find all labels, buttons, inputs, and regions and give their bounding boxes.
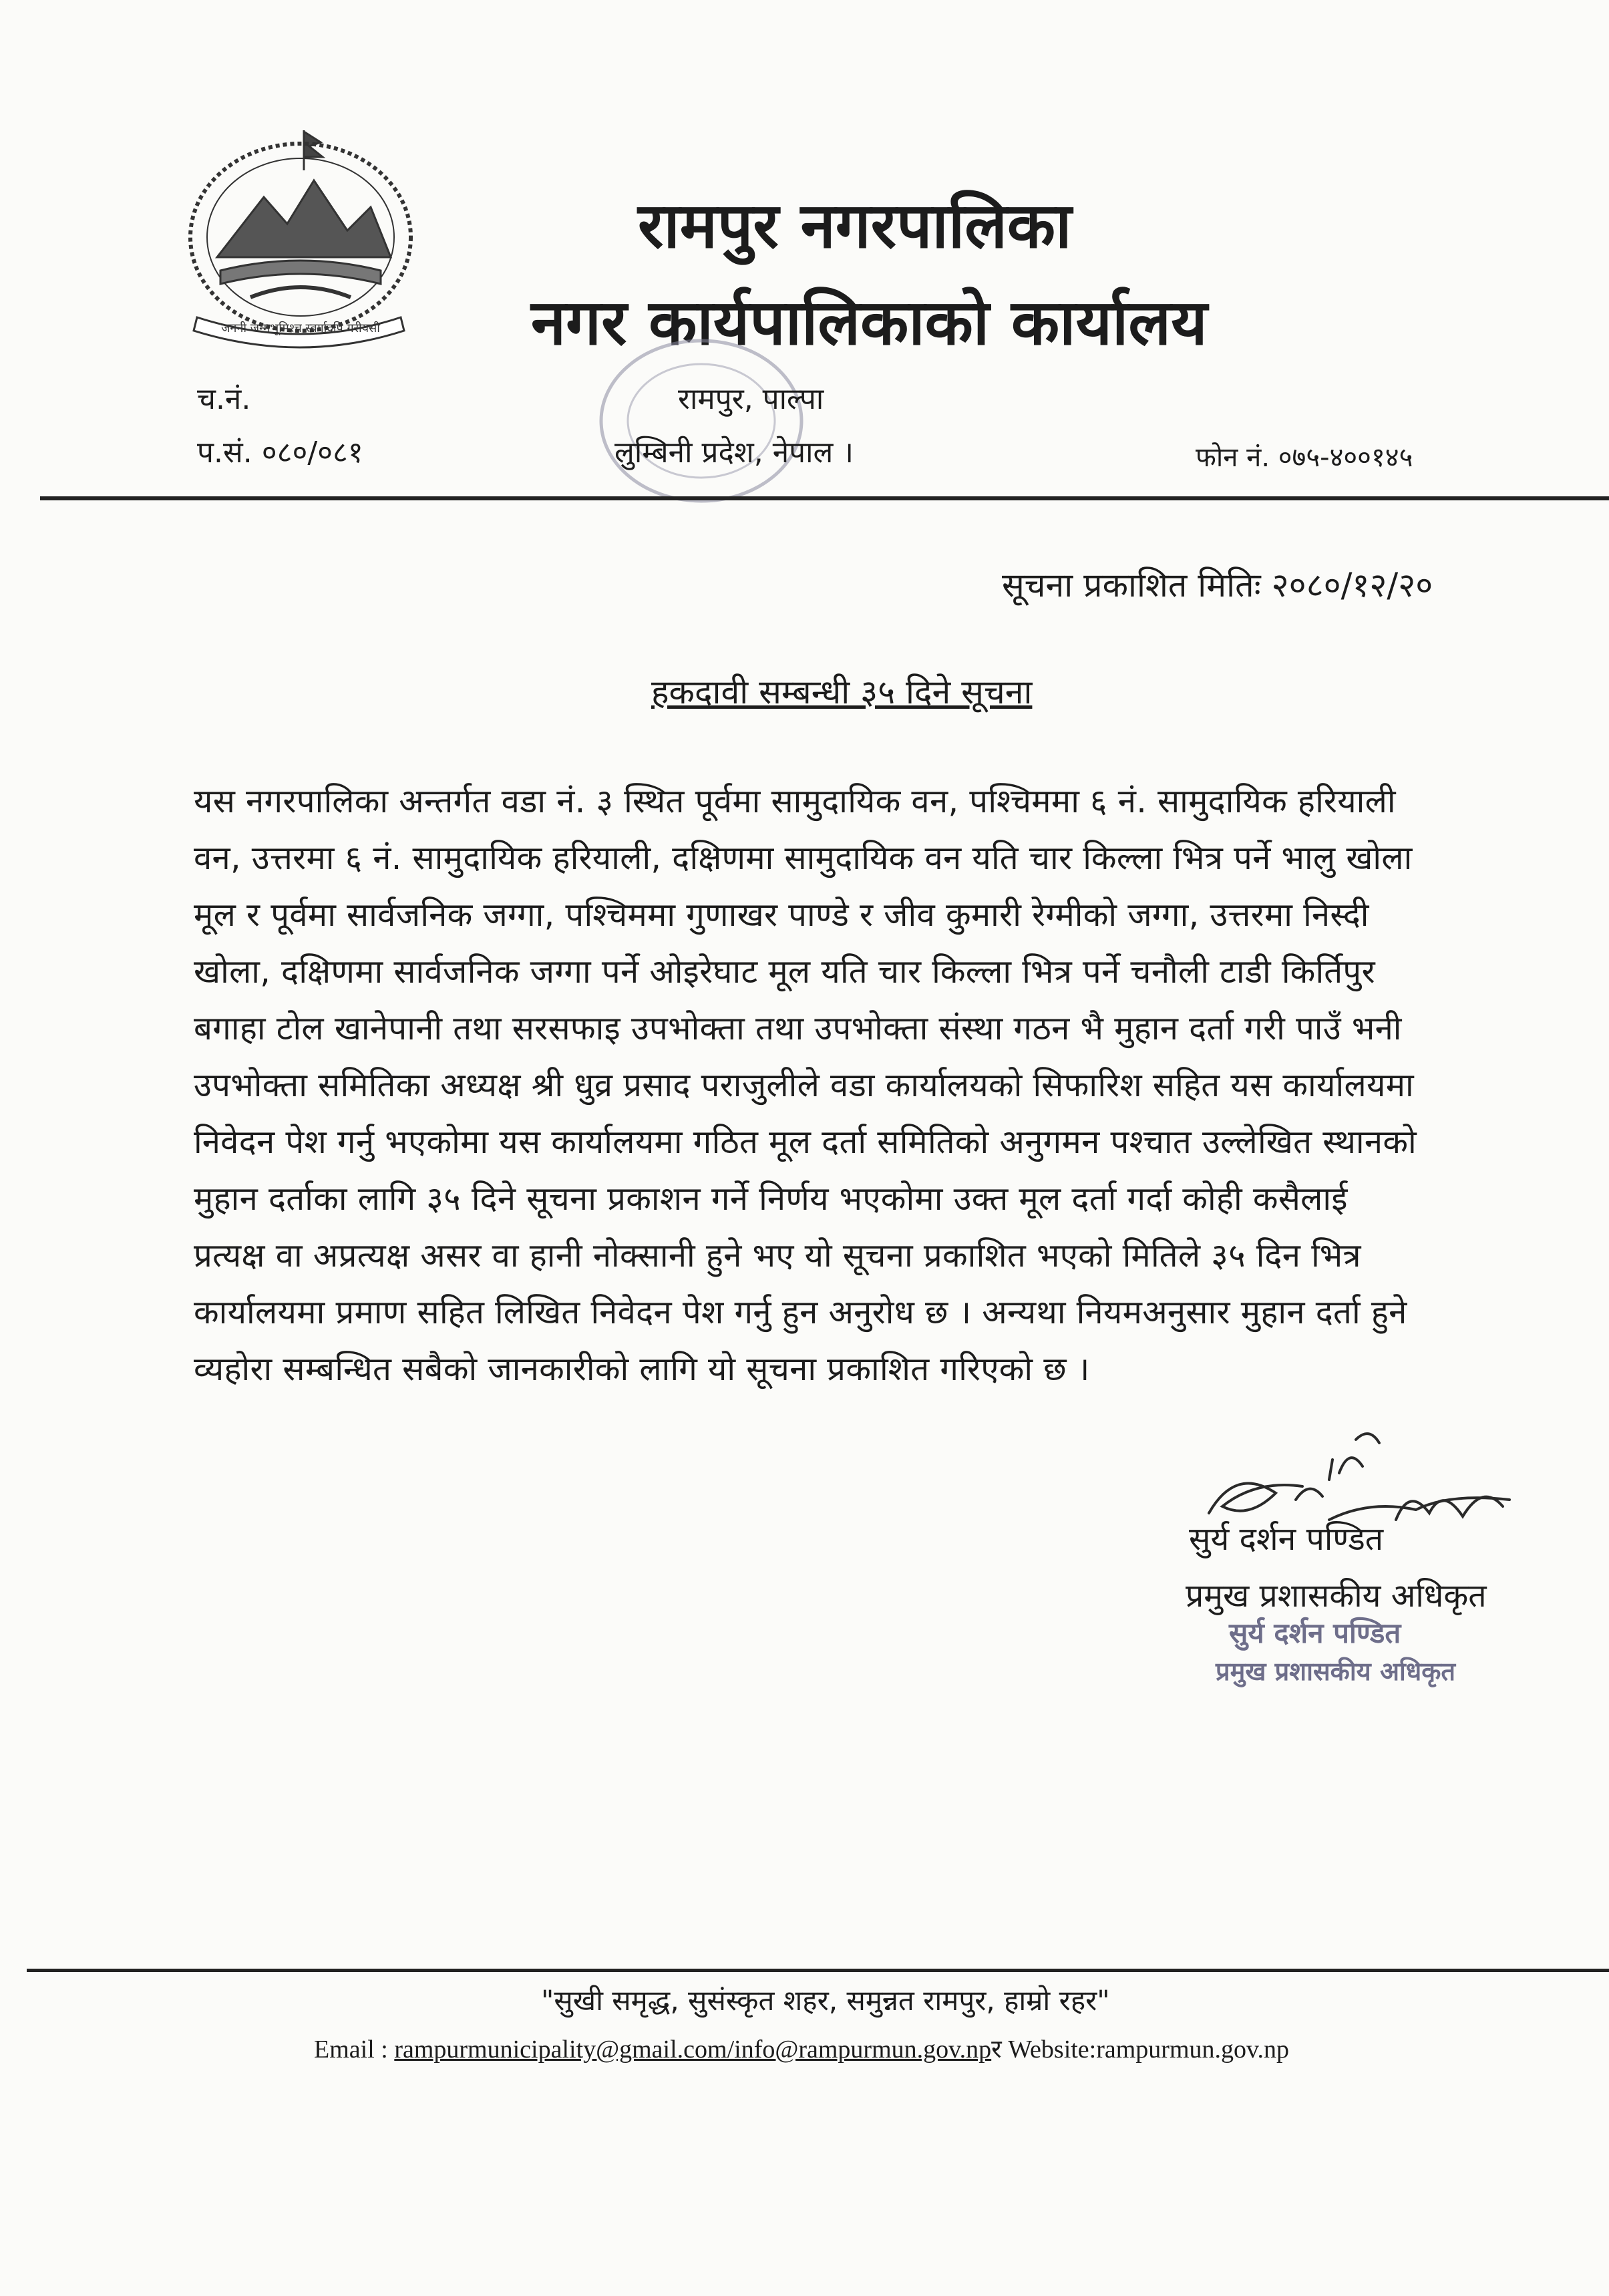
notice-line: मुहान दर्ताका लागि ३५ दिने सूचना प्रकाशन गर्ने निर्णय भएकोमा उक्त मूल दर्ता गर्दा कोही कसैलाई <box>194 1180 1348 1218</box>
footer-contact <box>314 2031 1289 2066</box>
letter-number: प.सं. ०८०/०८१ <box>197 436 363 470</box>
notice-line: प्रत्यक्ष वा अप्रत्यक्ष असर वा हानी नोक्सानी हुने भए यो सूचना प्रकाशित भएको मितिले ३५ दिन भित्र <box>194 1237 1361 1275</box>
notice-line: यस नगरपालिका अन्तर्गत वडा नं. ३ स्थित पूर्वमा सामुदायिक वन, पश्चिममा ६ नं. सामुदायिक हरियाली <box>194 782 1396 820</box>
notice-line: बगाहा टोल खानेपानी तथा सरसफाइ उपभोक्ता तथा उपभोक्ता संस्था गठन भै मुहान दर्ता गरी पाउँ भनी <box>194 1009 1402 1047</box>
notice-line: कार्यालयमा प्रमाण सहित लिखित निवेदन पेश गर्नु हुन अनुरोध छ । अन्यथा नियमअनुसार मुहान दर्ता हुने <box>194 1293 1407 1331</box>
header-divider <box>40 496 1609 500</box>
municipality-title: रामपुर नगरपालिका <box>638 190 1072 263</box>
phone-number: फोन नं. ०७५-४००१४५ <box>1196 442 1413 473</box>
notice-line: वन, उत्तरमा ६ नं. सामुदायिक हरियाली, दक्षिणमा सामुदायिक वन यति चार किल्ला भित्र पर्ने भालु खोला <box>194 839 1413 877</box>
signatory-title: प्रमुख प्रशासकीय अधिकृत <box>1186 1577 1487 1615</box>
email-label: Email : <box>314 2035 395 2064</box>
footer-divider <box>27 1969 1609 1972</box>
notice-line: उपभोक्ता समितिका अध्यक्ष श्री धुव्र प्रसाद पराजुलीले वडा कार्यालयको सिफारिश सहित यस कार्यालयमा <box>194 1066 1414 1104</box>
notice-line: खोला, दक्षिणमा सार्वजनिक जग्गा पर्ने ओइरेघाट मूल यति चार किल्ला भित्र पर्ने चनौली टाडी किर्तिपुर <box>194 953 1375 991</box>
notice-line: व्यहोरा सम्बन्धित सबैको जानकारीको लागि यो सूचना प्रकाशित गरिएको छ । <box>194 1350 1090 1388</box>
stamp-signatory-name: सुर्य दर्शन पण्डित <box>1229 1617 1401 1649</box>
office-stamp-icon <box>591 327 812 514</box>
emblem-motto: जननी जन्मभूमिश्च स्वर्गादपि गरीयसी <box>221 321 380 335</box>
address-line-2: लुम्बिनी प्रदेश, नेपाल । <box>614 436 854 470</box>
signatory-name: सुर्य दर्शन पण्डित <box>1189 1520 1384 1558</box>
footer-slogan: "सुखी समृद्ध, सुसंस्कृत शहर, समुन्नत रामपुर, हाम्रो रहर" <box>541 1984 1110 2017</box>
office-title: नगर कार्यपालिकाको कार्यालय <box>531 287 1208 359</box>
chalani-number: च.नं. <box>197 382 251 416</box>
notice-line: निवेदन पेश गर्नु भएकोमा यस कार्यालयमा गठित मूल दर्ता समितिको अनुगमन पश्चात उल्लेखित स्थानको <box>194 1123 1417 1161</box>
notice-line: मूल र पूर्वमा सार्वजनिक जग्गा, पश्चिममा गुणाखर पाण्डे र जीव कुमारी रेग्मीको जग्गा, उत्तरमा निस्दी <box>194 896 1369 934</box>
website-text[interactable]: र Website:rampurmun.gov.np <box>991 2035 1290 2064</box>
notice-heading: हकदावी सम्बन्धी ३५ दिने सूचना <box>651 673 1033 711</box>
email-link[interactable]: rampurmunicipality@gmail.com/info@rampurmun.gov.np <box>394 2035 992 2064</box>
stamp-signatory-title: प्रमुख प्रशासकीय अधिकृत <box>1216 1657 1456 1686</box>
address-line-1: रामपुर, पाल्पा <box>678 382 824 416</box>
nepal-government-emblem-icon <box>170 124 427 351</box>
publish-date: सूचना प्रकाशित मितिः २०८०/१२/२० <box>1002 566 1433 605</box>
